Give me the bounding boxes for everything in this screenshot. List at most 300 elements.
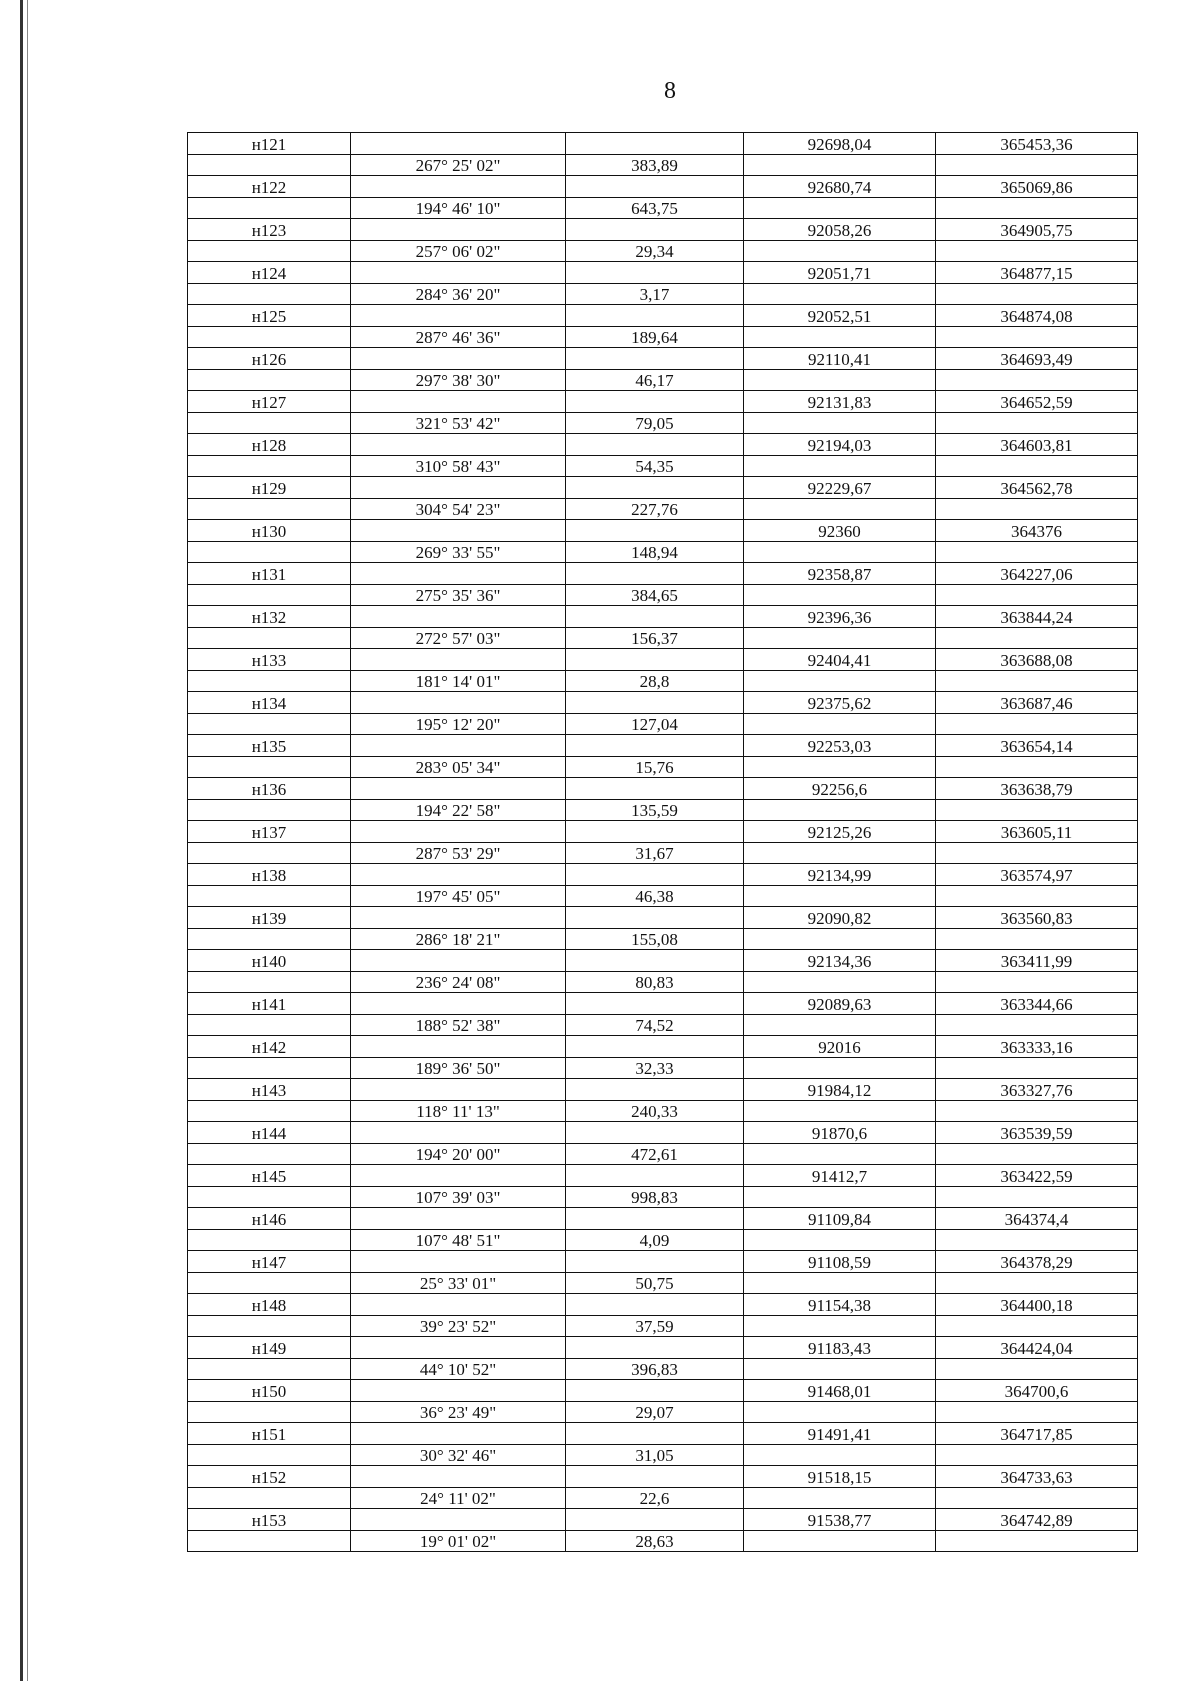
empty-cell [351, 864, 566, 886]
empty-cell [936, 1143, 1138, 1165]
coord-y: 364562,78 [936, 477, 1138, 499]
segment-row [188, 928, 1138, 950]
empty-cell [188, 799, 351, 821]
empty-cell [936, 1358, 1138, 1380]
coord-y: 364652,59 [936, 391, 1138, 413]
segment-length: 50,75 [566, 1272, 744, 1294]
segment-length: 46,17 [566, 369, 744, 391]
empty-cell [936, 1014, 1138, 1036]
empty-cell [351, 649, 566, 671]
empty-cell [566, 778, 744, 800]
point-name: н146 [188, 1208, 351, 1230]
coord-y: 364905,75 [936, 219, 1138, 241]
empty-cell [936, 1100, 1138, 1122]
point-name: н148 [188, 1294, 351, 1316]
empty-cell [351, 219, 566, 241]
direction-angle: 188° 52' 38" [351, 1014, 566, 1036]
point-name: н152 [188, 1466, 351, 1488]
coord-y: 364378,29 [936, 1251, 1138, 1273]
empty-cell [188, 1401, 351, 1423]
direction-angle: 321° 53' 42" [351, 412, 566, 434]
direction-angle: 107° 39' 03" [351, 1186, 566, 1208]
point-name: н129 [188, 477, 351, 499]
coord-y: 365069,86 [936, 176, 1138, 198]
empty-cell [936, 1315, 1138, 1337]
direction-angle: 287° 46' 36" [351, 326, 566, 348]
direction-angle: 181° 14' 01" [351, 670, 566, 692]
empty-cell [744, 412, 936, 434]
coord-x: 91183,43 [744, 1337, 936, 1359]
empty-cell [351, 434, 566, 456]
direction-angle: 194° 20' 00" [351, 1143, 566, 1165]
point-name: н142 [188, 1036, 351, 1058]
empty-cell [744, 713, 936, 735]
coord-y: 364227,06 [936, 563, 1138, 585]
empty-cell [936, 799, 1138, 821]
segment-row [188, 1143, 1138, 1165]
segment-length: 22,6 [566, 1487, 744, 1509]
empty-cell [936, 240, 1138, 262]
segment-length: 189,64 [566, 326, 744, 348]
empty-cell [744, 1272, 936, 1294]
empty-cell [566, 993, 744, 1015]
coord-y: 364700,6 [936, 1380, 1138, 1402]
direction-angle: 269° 33' 55" [351, 541, 566, 563]
point-row [188, 735, 1138, 757]
segment-length: 643,75 [566, 197, 744, 219]
direction-angle: 275° 35' 36" [351, 584, 566, 606]
empty-cell [566, 692, 744, 714]
coord-y: 363327,76 [936, 1079, 1138, 1101]
segment-length: 384,65 [566, 584, 744, 606]
segment-length: 227,76 [566, 498, 744, 520]
segment-length: 3,17 [566, 283, 744, 305]
empty-cell [188, 1143, 351, 1165]
empty-cell [351, 1251, 566, 1273]
point-row [188, 434, 1138, 456]
segment-row [188, 455, 1138, 477]
empty-cell [351, 176, 566, 198]
point-row [188, 649, 1138, 671]
empty-cell [936, 197, 1138, 219]
coord-x: 92051,71 [744, 262, 936, 284]
empty-cell [188, 1530, 351, 1552]
empty-cell [351, 391, 566, 413]
empty-cell [566, 1208, 744, 1230]
point-name: н127 [188, 391, 351, 413]
point-row [188, 993, 1138, 1015]
empty-cell [351, 477, 566, 499]
empty-cell [351, 133, 566, 155]
empty-cell [936, 971, 1138, 993]
empty-cell [351, 1208, 566, 1230]
empty-cell [188, 498, 351, 520]
coord-y: 363687,46 [936, 692, 1138, 714]
empty-cell [936, 1401, 1138, 1423]
empty-cell [188, 369, 351, 391]
segment-row [188, 240, 1138, 262]
empty-cell [936, 1530, 1138, 1552]
point-name: н122 [188, 176, 351, 198]
point-row [188, 1509, 1138, 1531]
coord-y: 363539,59 [936, 1122, 1138, 1144]
point-row [188, 1423, 1138, 1445]
empty-cell [188, 1186, 351, 1208]
empty-cell [936, 154, 1138, 176]
segment-length: 79,05 [566, 412, 744, 434]
empty-cell [188, 584, 351, 606]
direction-angle: 107° 48' 51" [351, 1229, 566, 1251]
empty-cell [936, 412, 1138, 434]
point-name: н150 [188, 1380, 351, 1402]
point-name: н136 [188, 778, 351, 800]
direction-angle: 44° 10' 52" [351, 1358, 566, 1380]
empty-cell [936, 627, 1138, 649]
empty-cell [744, 1487, 936, 1509]
segment-row [188, 1315, 1138, 1337]
segment-length: 29,34 [566, 240, 744, 262]
empty-cell [936, 584, 1138, 606]
segment-row [188, 885, 1138, 907]
point-row [188, 864, 1138, 886]
empty-cell [744, 240, 936, 262]
empty-cell [936, 756, 1138, 778]
empty-cell [351, 1509, 566, 1531]
empty-cell [566, 950, 744, 972]
empty-cell [566, 434, 744, 456]
direction-angle: 189° 36' 50" [351, 1057, 566, 1079]
segment-row [188, 412, 1138, 434]
direction-angle: 24° 11' 02" [351, 1487, 566, 1509]
coord-x: 92090,82 [744, 907, 936, 929]
empty-cell [566, 391, 744, 413]
empty-cell [936, 1229, 1138, 1251]
coord-y: 364400,18 [936, 1294, 1138, 1316]
empty-cell [936, 1487, 1138, 1509]
point-row [188, 1251, 1138, 1273]
empty-cell [188, 1358, 351, 1380]
coord-y: 364717,85 [936, 1423, 1138, 1445]
empty-cell [566, 735, 744, 757]
coord-y: 364603,81 [936, 434, 1138, 456]
point-name: н151 [188, 1423, 351, 1445]
point-name: н141 [188, 993, 351, 1015]
coord-y: 364374,4 [936, 1208, 1138, 1230]
point-name: н153 [188, 1509, 351, 1531]
point-name: н125 [188, 305, 351, 327]
point-row [188, 907, 1138, 929]
coord-y: 363344,66 [936, 993, 1138, 1015]
point-row [188, 692, 1138, 714]
empty-cell [351, 1466, 566, 1488]
empty-cell [188, 756, 351, 778]
empty-cell [188, 670, 351, 692]
coord-x: 92680,74 [744, 176, 936, 198]
segment-row [188, 369, 1138, 391]
segment-length: 29,07 [566, 1401, 744, 1423]
coord-x: 92110,41 [744, 348, 936, 370]
segment-row [188, 283, 1138, 305]
coord-x: 92134,99 [744, 864, 936, 886]
segment-length: 31,67 [566, 842, 744, 864]
segment-length: 240,33 [566, 1100, 744, 1122]
segment-row [188, 1444, 1138, 1466]
empty-cell [188, 1100, 351, 1122]
direction-angle: 194° 46' 10" [351, 197, 566, 219]
coord-y: 364874,08 [936, 305, 1138, 327]
empty-cell [566, 1036, 744, 1058]
empty-cell [351, 778, 566, 800]
point-row [188, 133, 1138, 155]
empty-cell [566, 1165, 744, 1187]
empty-cell [936, 713, 1138, 735]
scan-edge-line-thin [27, 0, 28, 1681]
point-name: н128 [188, 434, 351, 456]
empty-cell [744, 1229, 936, 1251]
point-name: н137 [188, 821, 351, 843]
segment-row [188, 541, 1138, 563]
segment-row [188, 1229, 1138, 1251]
point-row [188, 1165, 1138, 1187]
empty-cell [566, 864, 744, 886]
empty-cell [566, 1380, 744, 1402]
point-name: н144 [188, 1122, 351, 1144]
empty-cell [188, 240, 351, 262]
coord-x: 92358,87 [744, 563, 936, 585]
empty-cell [744, 1401, 936, 1423]
empty-cell [351, 520, 566, 542]
empty-cell [936, 283, 1138, 305]
empty-cell [188, 885, 351, 907]
empty-cell [188, 1057, 351, 1079]
direction-angle: 197° 45' 05" [351, 885, 566, 907]
coord-y: 363844,24 [936, 606, 1138, 628]
empty-cell [566, 348, 744, 370]
segment-row [188, 584, 1138, 606]
segment-row [188, 627, 1138, 649]
coord-x: 92256,6 [744, 778, 936, 800]
empty-cell [188, 283, 351, 305]
coord-x: 92131,83 [744, 391, 936, 413]
point-name: н124 [188, 262, 351, 284]
empty-cell [744, 670, 936, 692]
direction-angle: 304° 54' 23" [351, 498, 566, 520]
direction-angle: 19° 01' 02" [351, 1530, 566, 1552]
point-name: н132 [188, 606, 351, 628]
segment-length: 74,52 [566, 1014, 744, 1036]
direction-angle: 297° 38' 30" [351, 369, 566, 391]
direction-angle: 194° 22' 58" [351, 799, 566, 821]
empty-cell [351, 735, 566, 757]
empty-cell [188, 1487, 351, 1509]
empty-cell [744, 842, 936, 864]
empty-cell [744, 541, 936, 563]
coord-x: 92360 [744, 520, 936, 542]
segment-row [188, 1057, 1138, 1079]
segment-row [188, 1014, 1138, 1036]
segment-row [188, 154, 1138, 176]
coord-x: 92052,51 [744, 305, 936, 327]
empty-cell [744, 1315, 936, 1337]
point-row [188, 1466, 1138, 1488]
empty-cell [351, 907, 566, 929]
coord-x: 91109,84 [744, 1208, 936, 1230]
segment-length: 32,33 [566, 1057, 744, 1079]
empty-cell [188, 541, 351, 563]
empty-cell [188, 971, 351, 993]
segment-row [188, 326, 1138, 348]
coord-y: 365453,36 [936, 133, 1138, 155]
empty-cell [351, 1337, 566, 1359]
empty-cell [936, 1272, 1138, 1294]
empty-cell [936, 1057, 1138, 1079]
direction-angle: 25° 33' 01" [351, 1272, 566, 1294]
segment-length: 148,94 [566, 541, 744, 563]
point-name: н126 [188, 348, 351, 370]
empty-cell [744, 369, 936, 391]
empty-cell [936, 885, 1138, 907]
empty-cell [188, 928, 351, 950]
direction-angle: 283° 05' 34" [351, 756, 566, 778]
empty-cell [744, 1530, 936, 1552]
coord-x: 91468,01 [744, 1380, 936, 1402]
empty-cell [188, 1315, 351, 1337]
empty-cell [744, 799, 936, 821]
direction-angle: 195° 12' 20" [351, 713, 566, 735]
empty-cell [936, 455, 1138, 477]
segment-length: 155,08 [566, 928, 744, 950]
empty-cell [744, 154, 936, 176]
empty-cell [188, 197, 351, 219]
empty-cell [744, 498, 936, 520]
point-row [188, 606, 1138, 628]
empty-cell [188, 412, 351, 434]
segment-length: 396,83 [566, 1358, 744, 1380]
segment-length: 80,83 [566, 971, 744, 993]
segment-length: 15,76 [566, 756, 744, 778]
segment-length: 156,37 [566, 627, 744, 649]
empty-cell [936, 1444, 1138, 1466]
empty-cell [566, 907, 744, 929]
coord-y: 363574,97 [936, 864, 1138, 886]
empty-cell [566, 1122, 744, 1144]
empty-cell [188, 455, 351, 477]
scan-edge-line [20, 0, 23, 1681]
empty-cell [351, 1423, 566, 1445]
coord-x: 92134,36 [744, 950, 936, 972]
segment-length: 127,04 [566, 713, 744, 735]
empty-cell [744, 756, 936, 778]
empty-cell [566, 477, 744, 499]
coord-x: 92089,63 [744, 993, 936, 1015]
segment-length: 472,61 [566, 1143, 744, 1165]
empty-cell [566, 606, 744, 628]
empty-cell [188, 627, 351, 649]
empty-cell [744, 326, 936, 348]
coordinates-table [187, 132, 1138, 1552]
coord-y: 363560,83 [936, 907, 1138, 929]
empty-cell [566, 821, 744, 843]
empty-cell [744, 455, 936, 477]
point-row [188, 520, 1138, 542]
empty-cell [566, 219, 744, 241]
segment-row [188, 713, 1138, 735]
empty-cell [744, 1100, 936, 1122]
empty-cell [744, 885, 936, 907]
coord-x: 92016 [744, 1036, 936, 1058]
empty-cell [351, 606, 566, 628]
point-row [188, 176, 1138, 198]
segment-row [188, 1100, 1138, 1122]
empty-cell [351, 950, 566, 972]
empty-cell [188, 1272, 351, 1294]
direction-angle: 236° 24' 08" [351, 971, 566, 993]
point-name: н147 [188, 1251, 351, 1273]
coord-y: 364742,89 [936, 1509, 1138, 1531]
empty-cell [566, 1423, 744, 1445]
coord-y: 364424,04 [936, 1337, 1138, 1359]
empty-cell [566, 1466, 744, 1488]
empty-cell [351, 1036, 566, 1058]
point-name: н133 [188, 649, 351, 671]
empty-cell [744, 627, 936, 649]
point-name: н145 [188, 1165, 351, 1187]
segment-length: 54,35 [566, 455, 744, 477]
point-name: н138 [188, 864, 351, 886]
empty-cell [351, 348, 566, 370]
point-row [188, 262, 1138, 284]
direction-angle: 272° 57' 03" [351, 627, 566, 649]
direction-angle: 39° 23' 52" [351, 1315, 566, 1337]
coord-y: 363688,08 [936, 649, 1138, 671]
point-row [188, 1036, 1138, 1058]
empty-cell [744, 1014, 936, 1036]
empty-cell [566, 133, 744, 155]
empty-cell [188, 1444, 351, 1466]
empty-cell [351, 821, 566, 843]
segment-row [188, 498, 1138, 520]
point-name: н135 [188, 735, 351, 757]
direction-angle: 36° 23' 49" [351, 1401, 566, 1423]
empty-cell [566, 1079, 744, 1101]
coord-x: 92125,26 [744, 821, 936, 843]
segment-row [188, 842, 1138, 864]
coord-x: 92396,36 [744, 606, 936, 628]
segment-row [188, 197, 1138, 219]
empty-cell [566, 1294, 744, 1316]
point-row [188, 1380, 1138, 1402]
segment-length: 31,05 [566, 1444, 744, 1466]
direction-angle: 257° 06' 02" [351, 240, 566, 262]
segment-length: 998,83 [566, 1186, 744, 1208]
segment-row [188, 1487, 1138, 1509]
empty-cell [566, 563, 744, 585]
direction-angle: 118° 11' 13" [351, 1100, 566, 1122]
empty-cell [351, 692, 566, 714]
point-row [188, 348, 1138, 370]
coord-y: 364877,15 [936, 262, 1138, 284]
segment-row [188, 1358, 1138, 1380]
empty-cell [744, 1186, 936, 1208]
coord-y: 363411,99 [936, 950, 1138, 972]
empty-cell [351, 1380, 566, 1402]
segment-length: 383,89 [566, 154, 744, 176]
segment-row [188, 1272, 1138, 1294]
point-row [188, 1294, 1138, 1316]
segment-row [188, 799, 1138, 821]
coord-x: 92058,26 [744, 219, 936, 241]
empty-cell [566, 1509, 744, 1531]
